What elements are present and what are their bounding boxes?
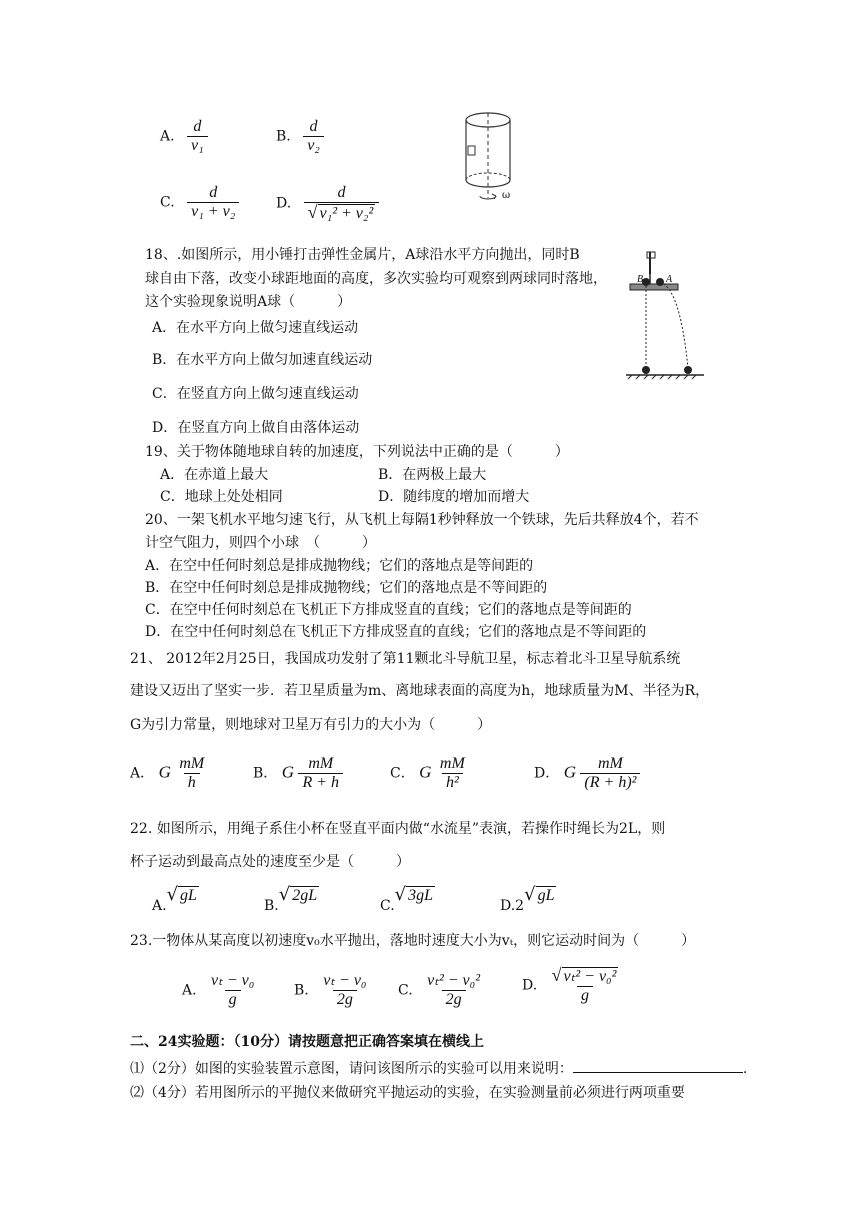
omega-label: ω: [502, 190, 511, 201]
fraction: [187, 184, 239, 221]
q23-option-d: [522, 966, 622, 1005]
q17-option-a: [160, 118, 208, 155]
q23-stem: 23.一物体从某高度以初速度v₀水平抛出，落地时速度大小为vₜ，则它运动时间为（ ）: [130, 933, 696, 949]
q23-option-c: [398, 972, 484, 1009]
option-label: C.: [380, 898, 395, 914]
fraction: [207, 972, 258, 1009]
denominator: √ v₁² + v₂²: [304, 202, 380, 223]
option-label: A.: [160, 128, 175, 145]
fraction: [436, 755, 469, 792]
projectile-apparatus-figure: [620, 248, 706, 380]
q17-option-b: [276, 118, 324, 155]
q23-option-a: [182, 972, 258, 1009]
constant-g: G: [158, 762, 171, 782]
rotating-cylinder-figure: [458, 108, 530, 218]
q21-option-a: [130, 755, 208, 792]
numerator: mM: [597, 755, 623, 772]
numerator: d: [309, 118, 318, 135]
denominator: g: [577, 986, 593, 1005]
q18-option-a: A．在水平方向上做匀速直线运动: [152, 320, 359, 336]
q19-stem: 19、关于物体随地球自转的加速度，下列说法中正确的是（ ）: [145, 444, 569, 460]
numerator: vₜ − v₀: [211, 972, 255, 989]
answer-blank[interactable]: [573, 1072, 743, 1073]
q20-option-d: D．在空中任何时刻总在飞机正下方排成竖直的直线；它们的落地点是不等间距的: [145, 624, 647, 640]
denominator: h²: [442, 773, 463, 792]
q19-option-b: B．在两极上最大: [378, 467, 487, 483]
option-label: A.: [152, 898, 167, 914]
fraction: [298, 755, 343, 792]
item1-end: .: [742, 1061, 748, 1077]
q18-option-b: B．在水平方向上做匀加速直线运动: [152, 352, 373, 368]
option-label: B.: [294, 982, 309, 999]
q22-option-d: D.2√ gL: [500, 884, 555, 914]
option-label: D.2: [500, 898, 525, 914]
numerator: mM: [179, 755, 205, 772]
fraction: [423, 972, 484, 1009]
option-label: A.: [182, 982, 197, 999]
section2-item2: ⑵（4分）若用图所示的平抛仪来做研究平抛运动的实验，在实验测量前必须进行两项重要: [130, 1085, 685, 1101]
q18-option-c: C．在竖直方向上做匀速直线运动: [152, 386, 359, 402]
q22-stem-line1: 22. 如图所示，用绳子系住小杯在竖直平面内做“水流星”表演，若操作时绳长为2L，则: [130, 821, 666, 837]
denominator: g: [225, 990, 241, 1009]
fraction: [175, 755, 208, 792]
radicand: 2gL: [292, 887, 318, 904]
item1-text: ⑴（2分）如图的实验装置示意图，请问该图所示的实验可以用来说明：: [130, 1061, 573, 1077]
fraction: [580, 755, 640, 792]
denominator: 2g: [333, 990, 357, 1009]
option-label: A．: [130, 765, 155, 782]
q22-option-b: B.√ 2gL: [264, 884, 318, 914]
constant-g: G: [563, 762, 576, 782]
denominator: v₂: [303, 136, 324, 155]
option-label: C.: [398, 982, 413, 999]
option-label: C．: [390, 765, 415, 782]
option-label: D．: [534, 765, 560, 782]
q21-stem-line3: G为引力常量，则地球对卫星万有引力的大小为（ ）: [130, 717, 492, 733]
constant-g: G: [419, 762, 432, 782]
option-label: B．: [253, 765, 278, 782]
q21-option-c: [390, 755, 469, 792]
q18-stem-line3: 这个实验现象说明A球（ ）: [145, 294, 352, 310]
ball-b-label: B: [637, 274, 644, 285]
section2-item1: [130, 1058, 747, 1078]
option-label: B.: [276, 128, 291, 145]
q19-option-c: C．地球上处处相同: [160, 489, 283, 505]
q20-option-b: B．在空中任何时刻总是排成抛物线；它们的落地点是不等间距的: [145, 580, 548, 596]
constant-g: G: [281, 762, 295, 782]
radicand: gL: [180, 887, 197, 904]
fraction: [303, 118, 324, 155]
q20-stem-line1: 20、一架飞机水平地匀速飞行，从飞机上每隔1秒钟释放一个铁球，先后共释放4个，若不: [145, 512, 699, 528]
q19-option-a: A．在赤道上最大: [160, 467, 269, 483]
numerator: mM: [308, 755, 334, 772]
fraction: [304, 184, 380, 223]
q21-option-b: [253, 755, 343, 792]
q18-stem-line2: 球自由下落，改变小球距地面的高度，多次实验均可观察到两球同时落地，: [145, 271, 607, 287]
radicand: 3gL: [408, 887, 434, 904]
option-label: D.: [522, 977, 538, 994]
q20-stem-line2: 计空气阻力，则四个小球 （ ）: [145, 535, 376, 551]
q21-stem-line2: 建设又迈出了坚实一步．若卫星质量为m、离地球表面的高度为h，地球质量为M、半径为R，: [130, 683, 710, 699]
option-label: B.: [264, 898, 279, 914]
q21-option-d: [534, 755, 640, 792]
denominator: 2g: [442, 990, 466, 1009]
q22-option-a: A.√ gL: [152, 884, 197, 914]
numerator: mM: [439, 755, 465, 772]
denominator: v₁: [187, 136, 208, 155]
q18-option-d: D．在竖直方向上做自由落体运动: [152, 420, 360, 436]
denominator: h: [184, 773, 200, 792]
q20-option-a: A．在空中任何时刻总是排成抛物线；它们的落地点是等间距的: [145, 558, 534, 574]
numerator: vₜ² − v₀²: [427, 972, 480, 989]
ball-a-label: A: [666, 274, 673, 285]
radicand: vₜ² − v₀²: [563, 968, 617, 985]
numerator: √ vₜ² − v₀²: [551, 965, 617, 985]
section-heading: 二、24实验题：（10分）请按题意把正确答案填在横线上: [130, 1034, 484, 1050]
q23-option-b: [294, 972, 370, 1009]
q20-option-c: C．在空中任何时刻总在飞机正下方排成竖直的直线；它们的落地点是等间距的: [145, 602, 632, 618]
denominator: v₁ + v₂: [187, 202, 239, 221]
numerator: vₜ − v₀: [323, 972, 367, 989]
q22-option-c: C.√ 3gL: [380, 884, 434, 914]
q17-option-d: [276, 184, 379, 223]
numerator: d: [209, 184, 218, 201]
q22-stem-line2: 杯子运动到最高点处的速度至少是（ ）: [130, 854, 410, 870]
fraction: [319, 972, 370, 1009]
denominator: R + h: [298, 773, 343, 792]
denominator: (R + h)²: [580, 773, 640, 792]
numerator: d: [193, 118, 202, 135]
numerator: d: [337, 184, 346, 201]
q18-stem-line1: 18、.如图所示，用小锤打击弹性金属片，A球沿水平方向抛出，同时B: [145, 247, 580, 263]
q21-stem-line1: 21、 2012年2月25日，我国成功发射了第11颗北斗导航卫星，标志着北斗卫星导航系统: [130, 651, 681, 667]
fraction: [187, 118, 208, 155]
q19-option-d: D．随纬度的增加而增大: [378, 489, 530, 505]
radicand: gL: [537, 887, 555, 904]
option-label: D.: [276, 195, 292, 212]
option-label: C.: [160, 194, 175, 211]
q17-option-c: [160, 184, 239, 221]
radicand: v₁² + v₂²: [319, 205, 374, 222]
fraction: [548, 966, 623, 1005]
